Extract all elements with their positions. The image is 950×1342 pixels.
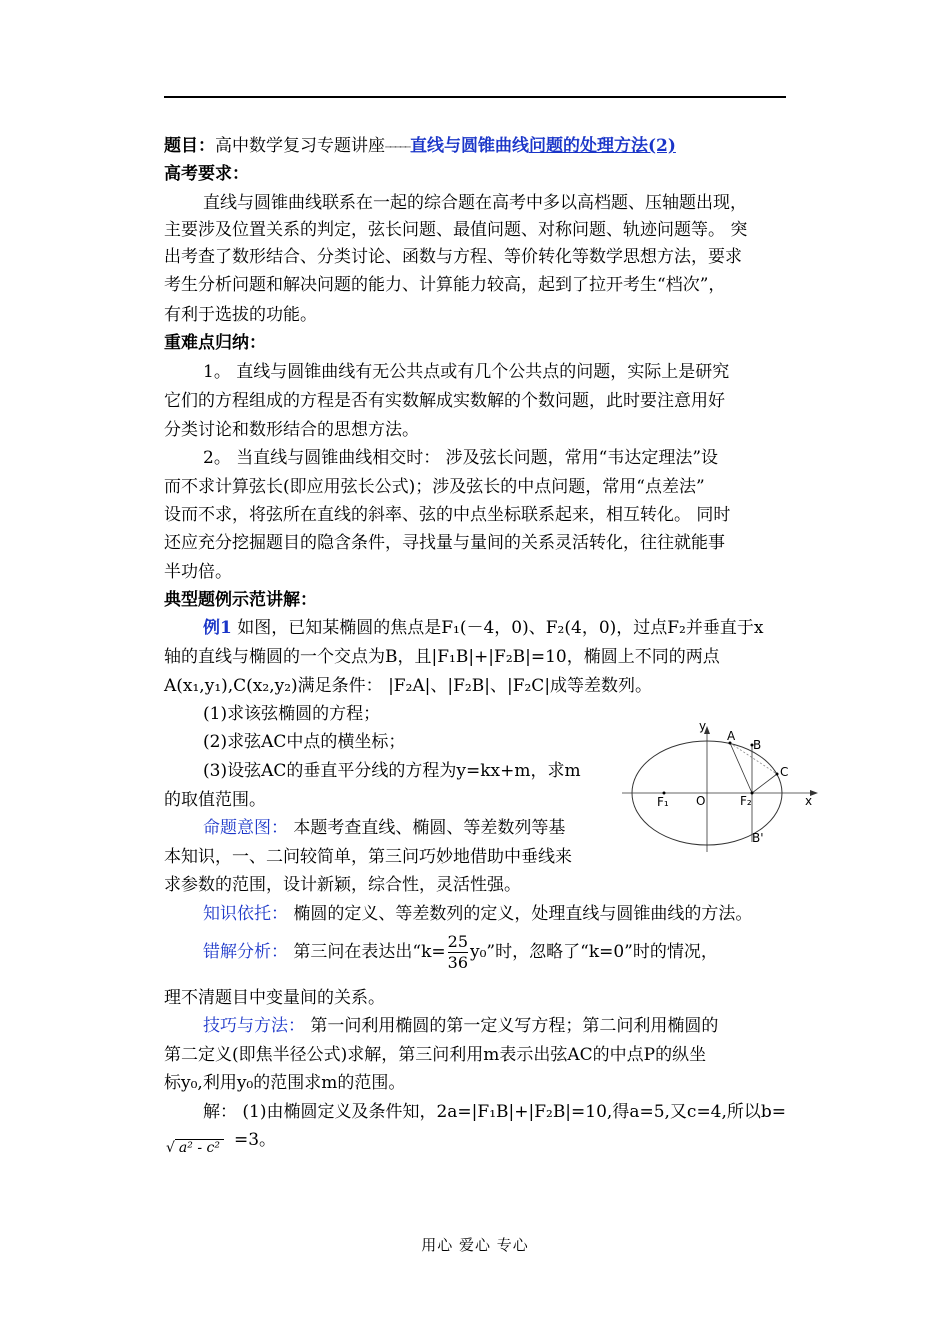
label-y: y xyxy=(699,719,707,733)
method-label: 技巧与方法： xyxy=(203,1016,305,1036)
intent-line: 求参数的范围，设计新颖，综合性，灵活性强。 xyxy=(164,875,521,895)
label-c: C xyxy=(780,765,789,779)
label-f1: F₁ xyxy=(657,795,669,809)
label-b-prime: B' xyxy=(752,831,764,845)
gaokao-line: 出考查了数形结合、分类讨论、函数与方程、等价转化等数学思想方法，要求 xyxy=(164,247,742,267)
example-line: 例1 如图，已知某椭圆的焦点是F₁(－4，0)、F₂(4，0)，过点F₂并垂直于x xyxy=(203,618,764,638)
key-point-line: 设而不求，将弦所在直线的斜率、弦的中点坐标联系起来，相互转化。 同时 xyxy=(164,505,731,525)
solution-line-2: =3。 xyxy=(234,1130,277,1150)
key-point-line: 还应充分挖掘题目的隐含条件，寻找量与量间的关系灵活转化，往往就能事 xyxy=(164,533,725,553)
gaokao-line: 直线与圆锥曲线联系在一起的综合题在高考中多以高档题、压轴题出现， xyxy=(203,193,747,213)
key-point-line: 它们的方程组成的方程是否有实数解成实数解的个数问题，此时要注意用好 xyxy=(164,391,725,411)
question-3-cont: 的取值范围。 xyxy=(164,790,266,810)
key-point-line: 半功倍。 xyxy=(164,562,232,582)
key-point-line: 而不求计算弦长(即应用弦长公式)；涉及弦长的中点问题，常用“点差法” xyxy=(164,477,705,497)
top-rule xyxy=(164,96,786,98)
title-line: 题目：高中数学复习专题讲座……………直线与圆锥曲线问题的处理方法(2) xyxy=(164,136,676,156)
method-line: 第二定义(即焦半径公式)求解，第三问利用m表示出弦AC的中点P的纵坐 xyxy=(164,1045,707,1065)
intent-line: 命题意图： 本题考查直线、椭圆、等差数列等基 xyxy=(203,818,566,838)
error-label: 错解分析： xyxy=(203,942,288,962)
error-line: 错解分析： 第三问在表达出“k= $\frac{25}{36}$ y₀”时，忽略了“k=0”时的情况， xyxy=(203,932,718,972)
basis-line: 知识依托： 椭圆的定义、等差数列的定义，处理直线与圆锥曲线的方法。 xyxy=(203,904,753,924)
sqrt-expression: √ a² - c² xyxy=(166,1140,224,1156)
method-line: 技巧与方法： 第一问利用椭圆的第一定义写方程；第二问利用椭圆的 xyxy=(203,1016,719,1036)
label-x: x xyxy=(805,794,813,808)
key-point-line: 分类讨论和数形结合的思想方法。 xyxy=(164,420,419,440)
gaokao-line: 主要涉及位置关系的判定，弦长问题、最值问题、对称问题、轨迹问题等。 突 xyxy=(164,220,748,240)
title-link[interactable]: 直线与圆锥曲线问题的处理方法(2) xyxy=(410,136,676,156)
error-line-2: 理不清题目中变量间的关系。 xyxy=(164,988,385,1008)
point-c xyxy=(776,773,779,776)
question-2: (2)求弦AC中点的横坐标； xyxy=(203,732,406,752)
example-line: 轴的直线与椭圆的一个交点为B，且|F₁B|+|F₂B|=10，椭圆上不同的两点 xyxy=(164,647,720,667)
question-3: (3)设弦AC的垂直平分线的方程为y=kx+m，求m xyxy=(203,761,581,781)
page-footer: 用心 爱心 专心 xyxy=(421,1236,529,1254)
examples-heading: 典型题例示范讲解： xyxy=(164,590,317,610)
solution-line: 解： (1)由椭圆定义及条件知，2a=|F₁B|+|F₂B|=10,得a=5,又c=4,所以b= xyxy=(203,1102,787,1122)
key-point-line: 2。 当直线与圆锥曲线相交时： 涉及弦长问题，常用“韦达定理法”设 xyxy=(203,448,719,468)
label-b: B xyxy=(753,738,762,752)
example-label: 例1 xyxy=(203,618,232,638)
title-text: 高中数学复习专题讲座 xyxy=(215,136,385,156)
ellipse-figure xyxy=(622,712,822,854)
fraction: $\frac{25}{36}$ xyxy=(447,932,469,972)
example-line: A(x₁,y₁),C(x₂,y₂)满足条件： |F₂A|、|F₂B|、|F₂C|成等差数列。 xyxy=(164,676,653,696)
label-f2: F₂ xyxy=(740,794,752,808)
intent-line: 本知识，一、二问较简单，第三问巧妙地借助中垂线来 xyxy=(164,847,572,867)
basis-label: 知识依托： xyxy=(203,904,288,924)
key-point-line: 1。 直线与圆锥曲线有无公共点或有几个公共点的问题，实际上是研究 xyxy=(203,362,730,382)
label-a: A xyxy=(727,729,736,743)
label-o: O xyxy=(696,794,706,808)
title-label: 题目 xyxy=(164,136,198,156)
intent-label: 命题意图： xyxy=(203,818,288,838)
gaokao-heading: 高考要求： xyxy=(164,164,249,184)
gaokao-line: 考生分析问题和解决问题的能力、计算能力较高，起到了拉开考生“档次”， xyxy=(164,275,726,295)
key-points-heading: 重难点归纳： xyxy=(164,333,266,353)
method-line: 标y₀,利用y₀的范围求m的范围。 xyxy=(164,1073,406,1093)
segment-cf2 xyxy=(752,774,777,793)
question-1: (1)求该弦椭圆的方程； xyxy=(203,704,381,724)
gaokao-line: 有利于选拔的功能。 xyxy=(164,305,317,325)
